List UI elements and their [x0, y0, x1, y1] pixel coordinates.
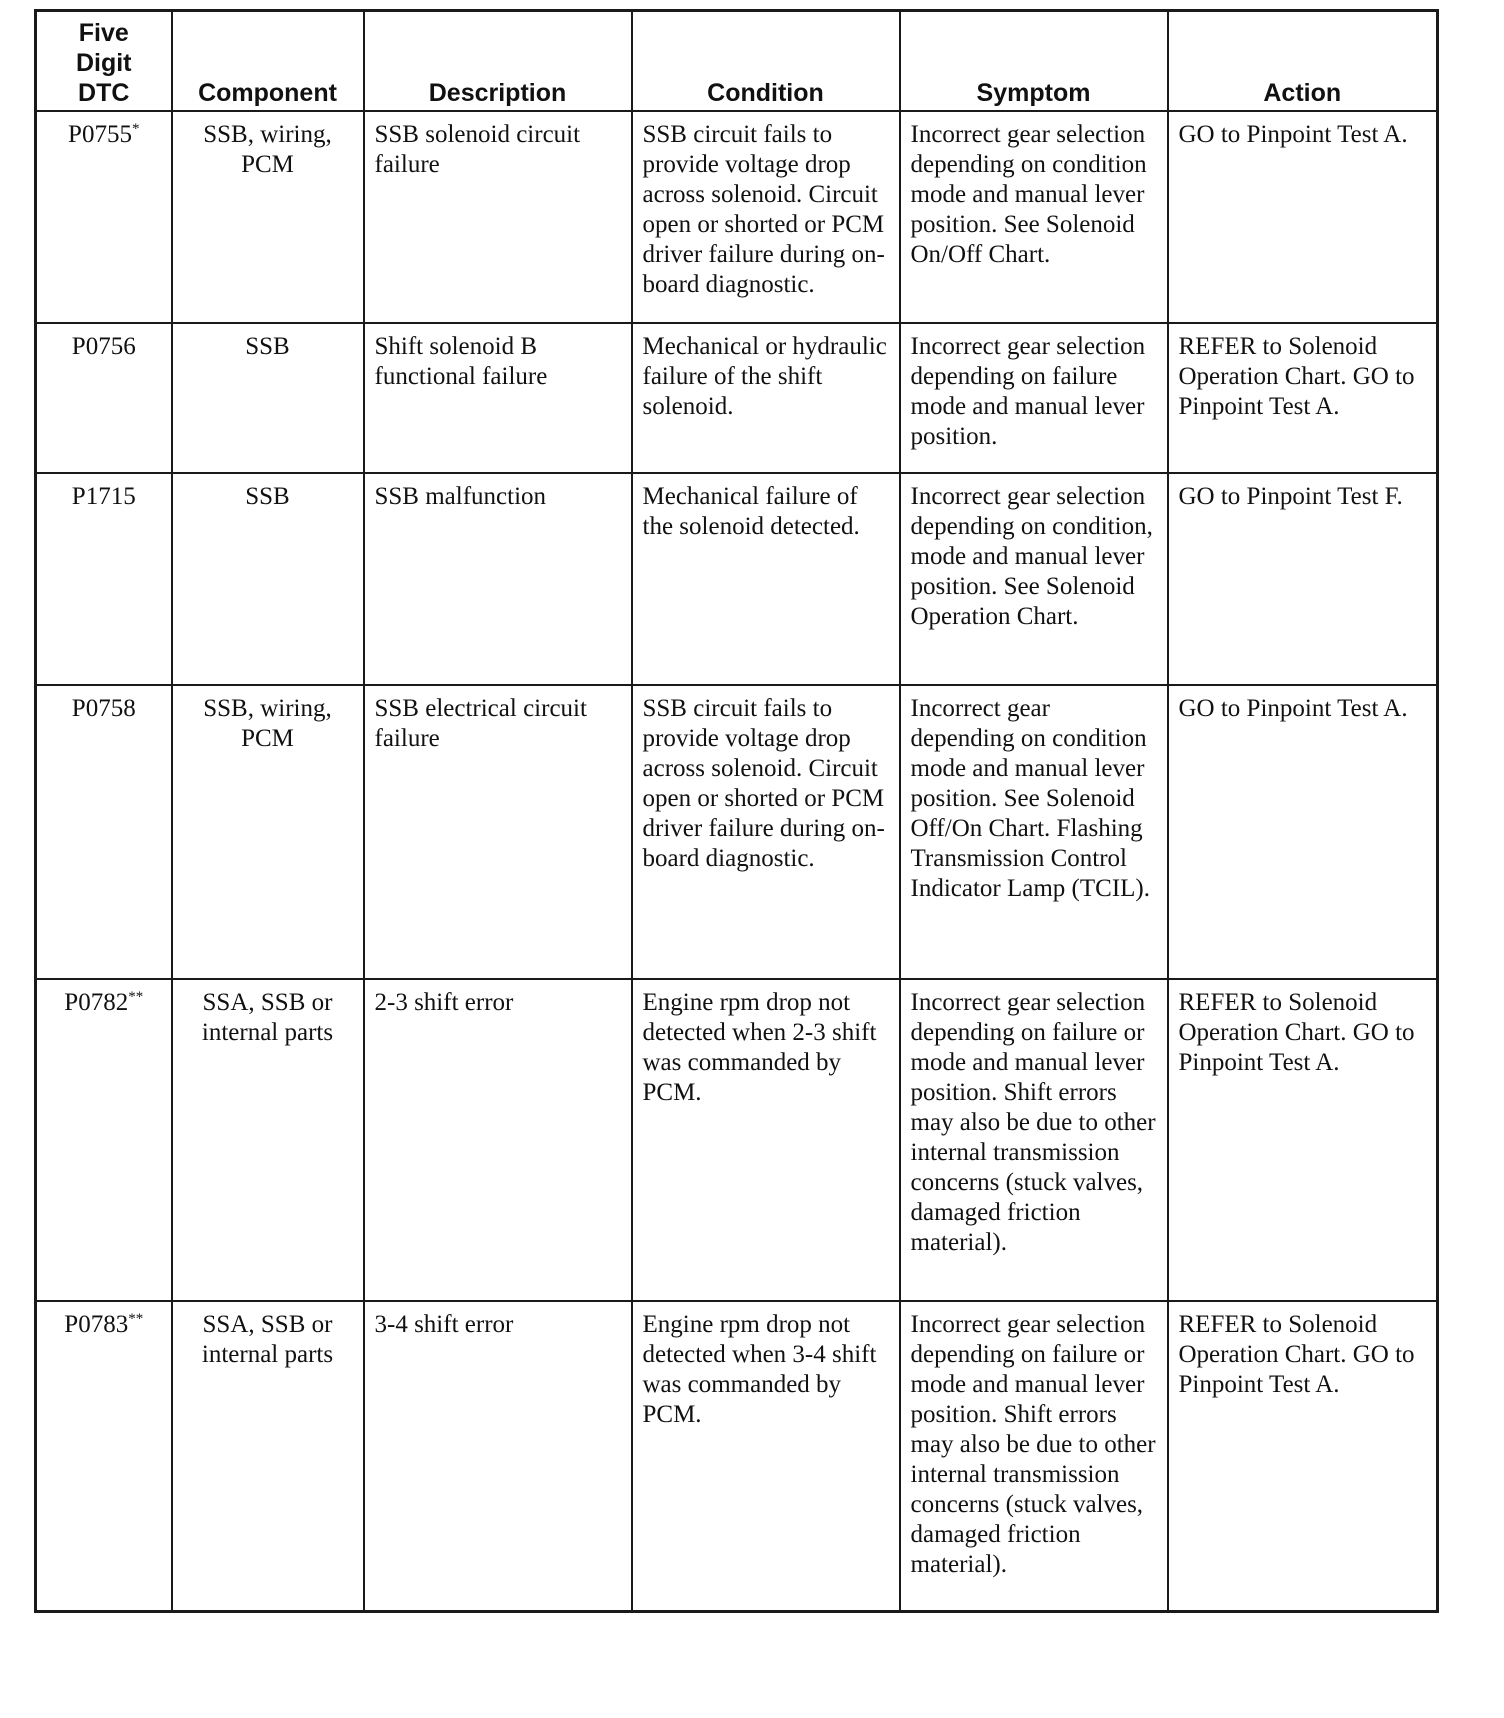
dtc-code: P1715 [71, 483, 136, 510]
condition-cell: Engine rpm drop not detected when 3-4 shift was commanded by PCM. [632, 1301, 900, 1611]
condition-cell: SSB circuit fails to provide voltage drop across solenoid. Circuit open or shorted or PCM driver failure during on-board diagnostic. [632, 111, 900, 323]
table-row [36, 111, 1438, 323]
condition-cell: Mechanical failure of the solenoid detected. [632, 473, 900, 685]
header-dtc-line1: Five [78, 19, 129, 47]
table-row [36, 685, 1438, 979]
symptom-cell: Incorrect gear selection depending on failure or mode and manual lever position. Shift errors may also be due to other internal transmission concerns (stuck valves, damaged friction material). [900, 1301, 1168, 1611]
symptom-cell: Incorrect gear selection depending on condition, mode and manual lever position. See Solenoid Operation Chart. [900, 473, 1168, 685]
component-cell: SSA, SSB or internal parts [172, 1301, 364, 1611]
header-dtc-line2: Digit [75, 49, 132, 77]
component-cell: SSB [172, 473, 364, 685]
action-cell: GO to Pinpoint Test F. [1168, 473, 1438, 685]
header-five-digit-dtc [36, 11, 172, 112]
footnote-mark: * [131, 121, 140, 137]
condition-cell: Mechanical or hydraulic failure of the shift solenoid. [632, 323, 900, 473]
footnote-mark: ** [128, 989, 144, 1005]
dtc-code: P0756 [71, 333, 136, 360]
action-cell: REFER to Solenoid Operation Chart. GO to Pinpoint Test A. [1168, 979, 1438, 1301]
table-header [36, 11, 1438, 112]
dtc-code-cell [36, 111, 172, 323]
dtc-code: P0758 [71, 695, 136, 722]
dtc-code: P0782 [64, 989, 129, 1016]
component-cell: SSB [172, 323, 364, 473]
condition-cell: SSB circuit fails to provide voltage drop across solenoid. Circuit open or shorted or PCM driver failure during on-board diagnostic. [632, 685, 900, 979]
component-cell: SSB, wiring, PCM [172, 685, 364, 979]
header-description: Description [364, 11, 632, 112]
description-cell: SSB electrical circuit failure [364, 685, 632, 979]
table-body [36, 111, 1438, 1611]
table-row [36, 979, 1438, 1301]
header-condition: Condition [632, 11, 900, 112]
table-row [36, 1301, 1438, 1611]
action-cell: REFER to Solenoid Operation Chart. GO to Pinpoint Test A. [1168, 1301, 1438, 1611]
table-row [36, 323, 1438, 473]
dtc-code-cell [36, 473, 172, 685]
symptom-cell: Incorrect gear selection depending on condition mode and manual lever position. See Solenoid On/Off Chart. [900, 111, 1168, 323]
symptom-cell: Incorrect gear selection depending on failure mode and manual lever position. [900, 323, 1168, 473]
component-cell: SSB, wiring, PCM [172, 111, 364, 323]
header-dtc-line3: DTC [78, 79, 130, 107]
dtc-table [34, 9, 1439, 1613]
description-cell: Shift solenoid B functional failure [364, 323, 632, 473]
action-cell: GO to Pinpoint Test A. [1168, 685, 1438, 979]
dtc-code-cell [36, 979, 172, 1301]
dtc-code-cell [36, 323, 172, 473]
component-cell: SSA, SSB or internal parts [172, 979, 364, 1301]
header-component: Component [172, 11, 364, 112]
description-cell: SSB malfunction [364, 473, 632, 685]
header-symptom: Symptom [900, 11, 1168, 112]
description-cell: 3-4 shift error [364, 1301, 632, 1611]
condition-cell: Engine rpm drop not detected when 2-3 shift was commanded by PCM. [632, 979, 900, 1301]
symptom-cell: Incorrect gear selection depending on failure or mode and manual lever position. Shift errors may also be due to other internal transmission concerns (stuck valves, damaged friction material). [900, 979, 1168, 1301]
dtc-code-cell [36, 1301, 172, 1611]
symptom-cell: Incorrect gear depending on condition mode and manual lever position. See Solenoid Off/On Chart. Flashing Transmission Control Indicator Lamp (TCIL). [900, 685, 1168, 979]
description-cell: 2-3 shift error [364, 979, 632, 1301]
dtc-code-cell [36, 685, 172, 979]
dtc-code: P0783 [64, 1311, 129, 1338]
header-row [36, 11, 1438, 112]
footnote-mark: ** [128, 1311, 144, 1327]
action-cell: GO to Pinpoint Test A. [1168, 111, 1438, 323]
table-row [36, 473, 1438, 685]
header-action: Action [1168, 11, 1438, 112]
dtc-code: P0755 [68, 121, 132, 148]
action-cell: REFER to Solenoid Operation Chart. GO to Pinpoint Test A. [1168, 323, 1438, 473]
description-cell: SSB solenoid circuit failure [364, 111, 632, 323]
